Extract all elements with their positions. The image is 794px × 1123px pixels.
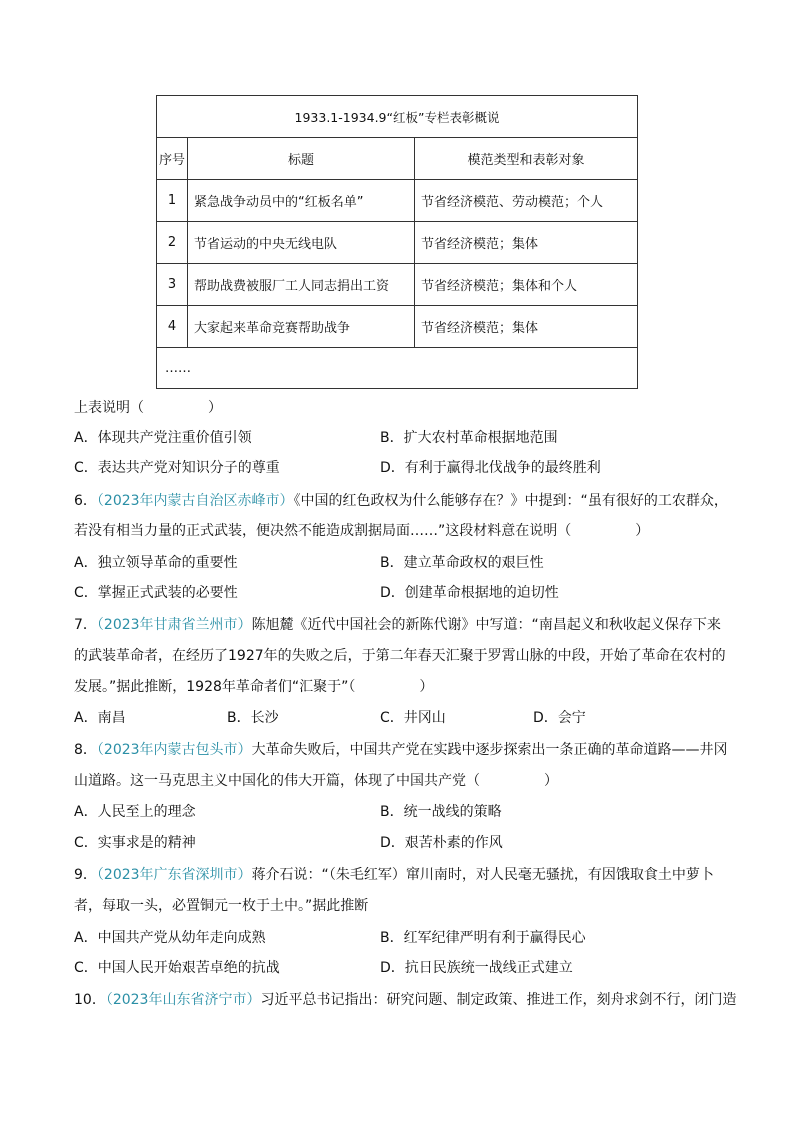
q6-option-b[interactable]: B．建立革命政权的艰巨性 — [380, 555, 544, 571]
header-type: 模范类型和表彰对象 — [415, 138, 638, 180]
table-row — [157, 264, 638, 306]
q9-line2: 者，每取一头，必置铜元一枚于土中。”据此推断 — [74, 898, 369, 914]
row-no: 3 — [157, 264, 188, 306]
table-row — [157, 222, 638, 264]
row-no: 2 — [157, 222, 188, 264]
row-title: 紧急战争动员中的“红板名单” — [188, 180, 415, 222]
row-no: 4 — [157, 306, 188, 348]
row-type: 节省经济模范、劳动模范；个人 — [415, 180, 638, 222]
q8-line2: 山道路。这一马克思主义中国化的伟大开篇，体现了中国共产党（ ） — [74, 773, 558, 789]
q9-option-a[interactable]: A．中国共产党从幼年走向成熟 — [74, 930, 266, 946]
award-table — [156, 95, 638, 389]
table-ellipsis: …… — [157, 348, 638, 389]
q10-source: （2023年山东省济宁市） — [105, 992, 261, 1008]
header-title: 标题 — [188, 138, 415, 180]
table-header-row — [157, 138, 638, 180]
q8-number: 8． — [74, 742, 97, 758]
q6-line2: 若没有相当力量的正式武装，便决然不能造成割据局面……”这段材料意在说明（ ） — [74, 523, 650, 539]
q9-line1: 9．（2023年广东省深圳市）蒋介石说：“（朱毛红军）窜川南时，对人民毫无骚扰，有因饿取食土中萝卜 — [74, 867, 714, 883]
q8-option-b[interactable]: B．统一战线的策略 — [380, 804, 502, 820]
q6-option-d[interactable]: D．创建革命根据地的迫切性 — [380, 585, 559, 601]
q7-line1: 7．（2023年甘肃省兰州市）陈旭麓《近代中国社会的新陈代谢》中写道：“南昌起义和秋收起义保存下来 — [74, 617, 721, 633]
table-title: 1933.1-1934.9“红板”专栏表彰概说 — [157, 96, 638, 138]
q7-option-d[interactable]: D．会宁 — [533, 710, 586, 726]
q10-number: 10． — [74, 992, 106, 1008]
row-type: 节省经济模范；集体 — [415, 306, 638, 348]
q5-option-b[interactable]: B．扩大农村革命根据地范围 — [380, 430, 558, 446]
q8-line1: 8．（2023年内蒙古包头市）大革命失败后，中国共产党在实践中逐步探索出一条正确的革命道路——井冈 — [74, 742, 728, 758]
row-title: 帮助战费被服厂工人同志捐出工资 — [188, 264, 415, 306]
q9-option-d[interactable]: D．抗日民族统一战线正式建立 — [380, 960, 573, 976]
q7-number: 7． — [74, 617, 97, 633]
q8-source: （2023年内蒙古包头市） — [96, 742, 252, 758]
row-type: 节省经济模范；集体 — [415, 222, 638, 264]
row-no: 1 — [157, 180, 188, 222]
q8-option-d[interactable]: D．艰苦朴素的作风 — [380, 835, 503, 851]
q9-option-b[interactable]: B．红军纪律严明有利于赢得民心 — [380, 930, 586, 946]
row-title: 大家起来革命竞赛帮助战争 — [188, 306, 415, 348]
table-ellipsis-row — [157, 348, 638, 389]
table-row — [157, 306, 638, 348]
q6-source: （2023年内蒙古自治区赤峰市） — [96, 493, 294, 509]
row-title: 节省运动的中央无线电队 — [188, 222, 415, 264]
q7-line2: 的武装革命者，在经历了1927年的失败之后，于第二年春天汇聚于罗霄山脉的中段，开始了革命在农村的 — [74, 648, 726, 664]
q6-option-c[interactable]: C．掌握正式武装的必要性 — [74, 585, 238, 601]
q5-option-a[interactable]: A．体现共产党注重价值引领 — [74, 430, 252, 446]
q5-option-c[interactable]: C．表达共产党对知识分子的尊重 — [74, 460, 280, 476]
q9-option-c[interactable]: C．中国人民开始艰苦卓绝的抗战 — [74, 960, 280, 976]
table-row — [157, 180, 638, 222]
q5-option-d[interactable]: D．有利于赢得北伐战争的最终胜利 — [380, 460, 601, 476]
q5-stem: 上表说明（ ） — [74, 400, 222, 416]
q6-line1: 6．（2023年内蒙古自治区赤峰市）《中国的红色政权为什么能够存在？》中提到：“虽有很好的工农群众， — [74, 493, 728, 509]
q7-option-b[interactable]: B．长沙 — [227, 710, 279, 726]
q8-option-c[interactable]: C．实事求是的精神 — [74, 835, 196, 851]
q10-line1: 10．（2023年山东省济宁市）习近平总书记指出：研究问题、制定政策、推进工作，刻舟求剑不行，闭门造 — [74, 992, 737, 1008]
q7-option-a[interactable]: A．南昌 — [74, 710, 126, 726]
q7-option-c[interactable]: C．井冈山 — [380, 710, 446, 726]
q9-source: （2023年广东省深圳市） — [96, 867, 252, 883]
q7-line3: 发展。”据此推断，1928年革命者们“汇聚于”（ ） — [74, 679, 434, 695]
q9-number: 9． — [74, 867, 97, 883]
q7-source: （2023年甘肃省兰州市） — [96, 617, 252, 633]
q6-option-a[interactable]: A．独立领导革命的重要性 — [74, 555, 238, 571]
header-no: 序号 — [157, 138, 188, 180]
row-type: 节省经济模范；集体和个人 — [415, 264, 638, 306]
q8-option-a[interactable]: A．人民至上的理念 — [74, 804, 196, 820]
q6-number: 6． — [74, 493, 97, 509]
